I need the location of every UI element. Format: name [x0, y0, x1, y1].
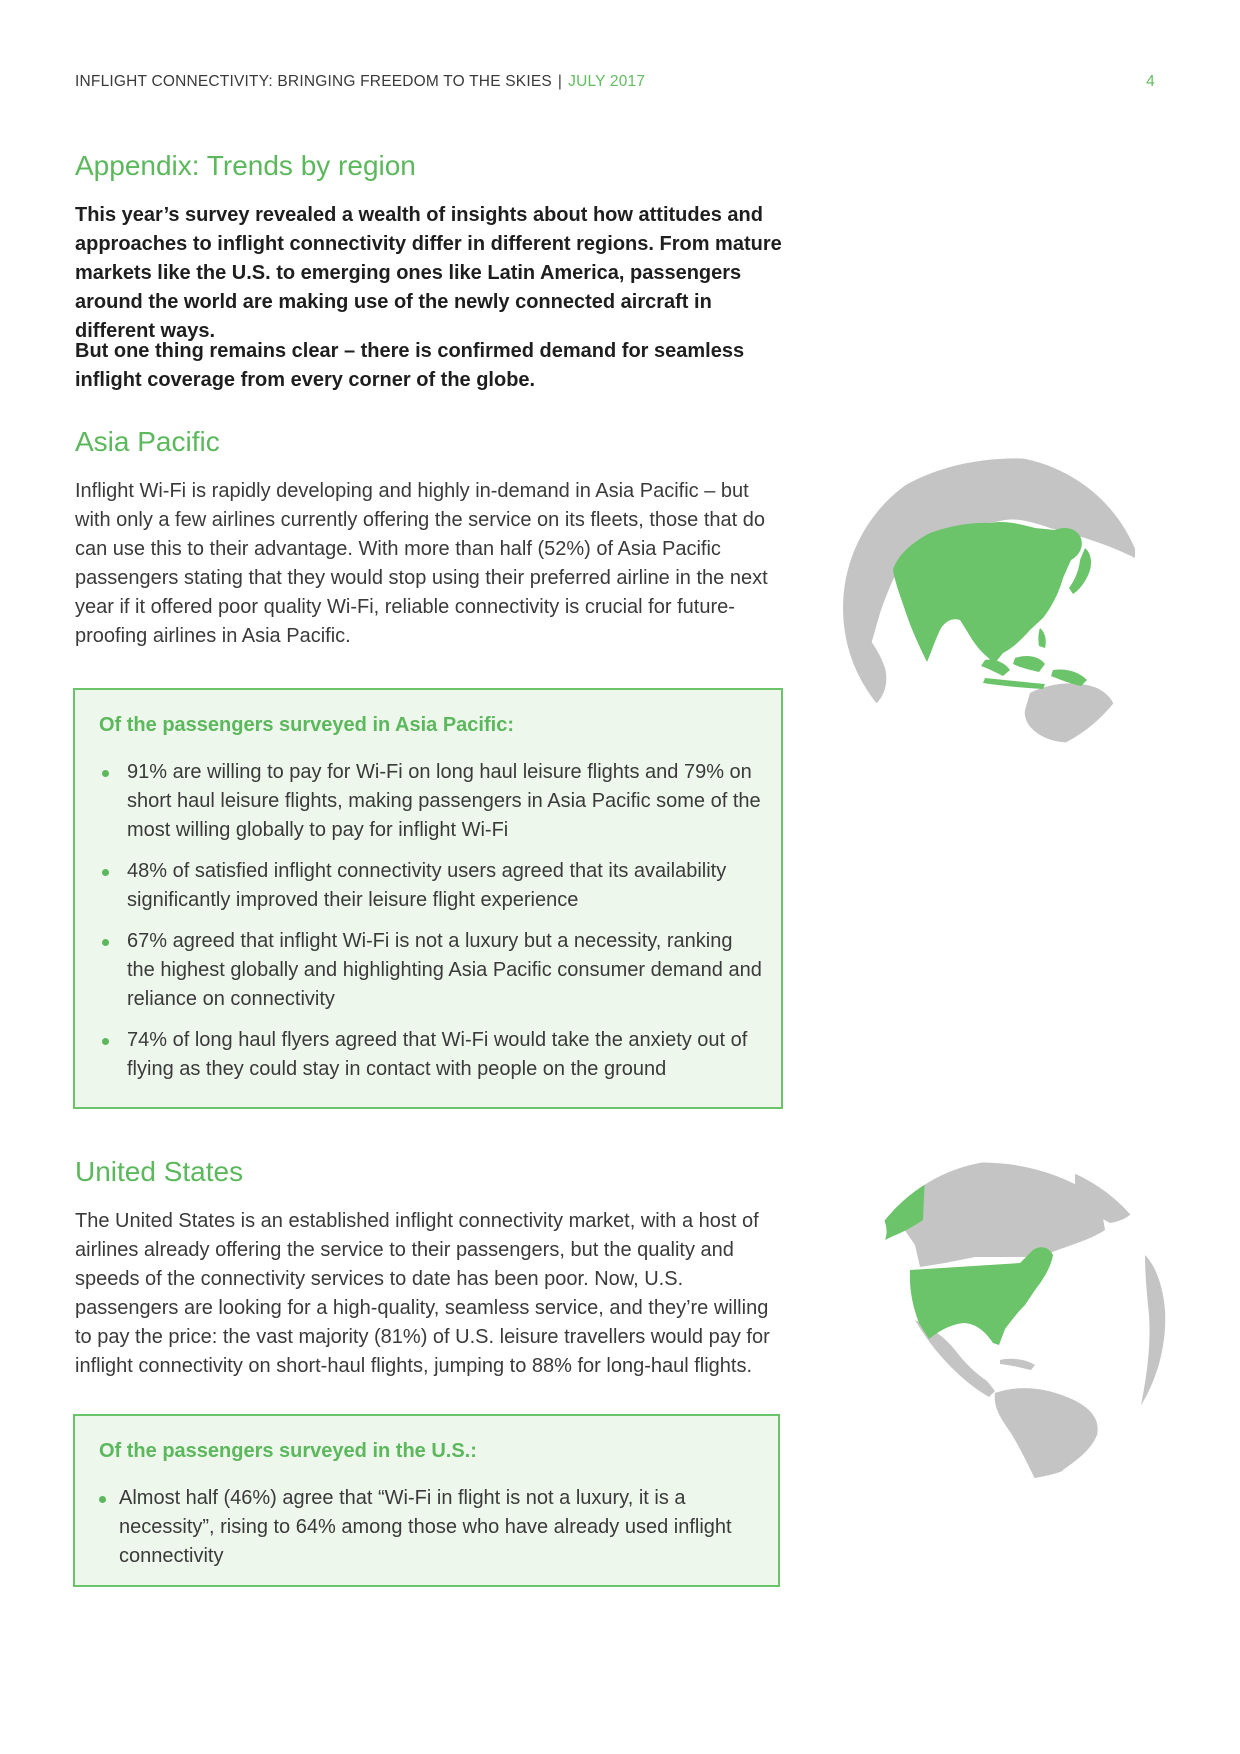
appendix-intro-1: This year’s survey revealed a wealth of insights about how attitudes and approaches to inflight connectivity differ in different regions. From mature markets like the U.S. to emerging ones like Latin America, passengers around the world are making use of the newly connected aircraft in different ways. — [75, 204, 782, 342]
bullet-dot — [99, 1496, 106, 1503]
asia-pacific-stats-box — [73, 688, 783, 1109]
united-states-heading: United States — [75, 1156, 244, 1187]
united-states-bullet-list — [99, 1484, 760, 1583]
list-item: 91% are willing to pay for Wi-Fi on long haul leisure flights and 79% on short haul leisure flights, making passengers in Asia Pacific some of the most willing globally to pay for inflight Wi-Fi — [99, 758, 763, 845]
bullet-dot — [102, 939, 109, 946]
united-states-body: The United States is an established inflight connectivity market, with a host of airlines already offering the service to their passengers, but the quality and speeds of the connectivity services to date has been poor. Now, U.S. passengers are looking for a high-quality, seamless service, and they’re willing to pay the price: the vast majority (81%) of U.S. leisure travellers would pay for inflight connectivity on short-haul flights, jumping to 88% for long-haul flights. — [75, 1210, 770, 1377]
list-item: 74% of long haul flyers agreed that Wi-Fi would take the anxiety out of flying as they could stay in contact with people on the ground — [99, 1026, 763, 1084]
page-number: 4 — [1146, 73, 1155, 90]
bullet-dot — [102, 770, 109, 777]
appendix-intro-2: But one thing remains clear – there is confirmed demand for seamless inflight coverage from every corner of the globe. — [75, 340, 745, 391]
globe-americas-icon — [845, 1145, 1175, 1495]
page-header — [75, 73, 1165, 95]
bullet-dot — [102, 1038, 109, 1045]
bullet-dot — [102, 869, 109, 876]
list-item: 67% agreed that inflight Wi-Fi is not a luxury but a necessity, ranking the highest globally and highlighting Asia Pacific consumer demand and reliance on connectivity — [99, 927, 763, 1014]
asia-pacific-heading: Asia Pacific — [75, 426, 220, 457]
united-states-box-title: Of the passengers surveyed in the U.S.: — [99, 1440, 477, 1462]
asia-pacific-box-title: Of the passengers surveyed in Asia Pacific: — [99, 714, 514, 736]
united-states-stats-box — [73, 1414, 780, 1587]
appendix-heading: Appendix: Trends by region — [75, 150, 416, 181]
asia-pacific-bullet-list — [99, 758, 763, 1096]
header-date: JULY 2017 — [568, 73, 646, 90]
list-item: 48% of satisfied inflight connectivity users agreed that its availability significantly improved their leisure flight experience — [99, 857, 763, 915]
header-title: INFLIGHT CONNECTIVITY: BRINGING FREEDOM TO THE SKIES — [75, 73, 552, 90]
asia-pacific-body: Inflight Wi-Fi is rapidly developing and highly in-demand in Asia Pacific – but with only a few airlines currently offering the service on its fleets, those that do can use this to their advantage. With more than half (52%) of Asia Pacific passengers stating that they would stop using their preferred airline in the next year if it offered poor quality Wi-Fi, reliable connectivity is crucial for future-proofing airlines in Asia Pacific. — [75, 480, 768, 647]
globe-asia-pacific-icon — [835, 448, 1155, 768]
list-item: Almost half (46%) agree that “Wi-Fi in flight is not a luxury, it is a necessity”, rising to 64% among those who have already used inflight connectivity — [99, 1484, 760, 1571]
header-separator: | — [557, 73, 563, 90]
